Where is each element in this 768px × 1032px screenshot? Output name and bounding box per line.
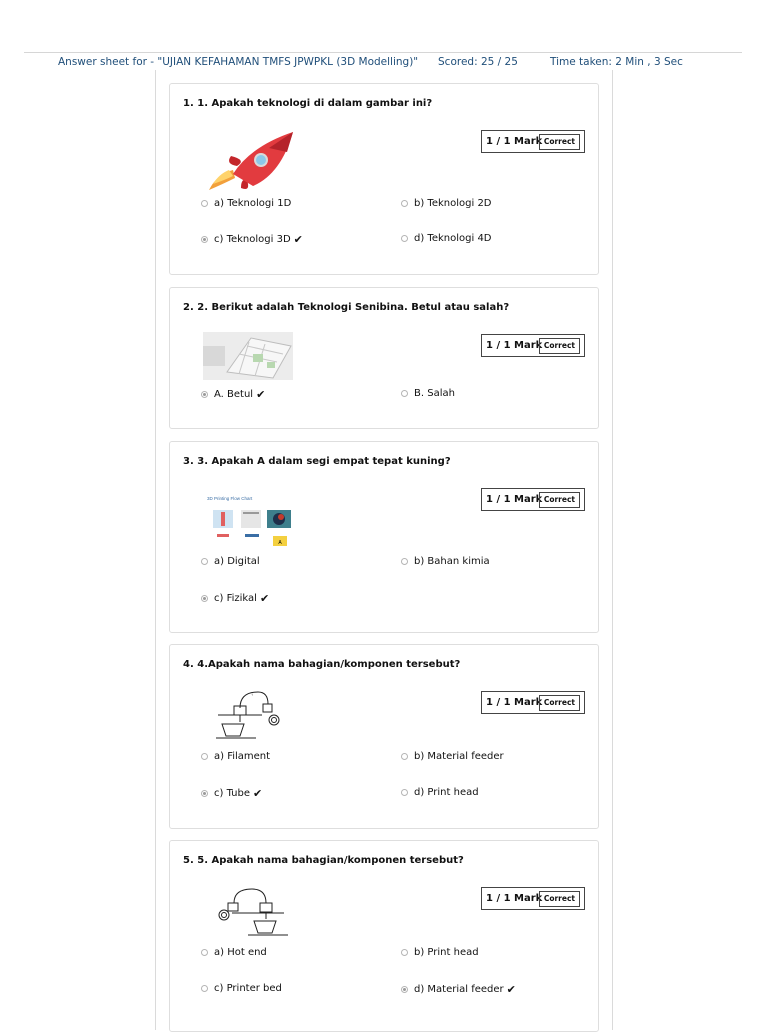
option-d[interactable]: [401, 233, 492, 244]
question-title: 2. 2. Berikut adalah Teknologi Senibina. Betul atau salah?: [183, 302, 510, 313]
correct-badge: Correct: [539, 134, 580, 150]
flow-chart-box-a: A: [278, 540, 282, 546]
option-d[interactable]: [401, 787, 479, 798]
answer-sheet-header: [0, 56, 768, 70]
option-a[interactable]: [201, 388, 265, 401]
option-label: a) Filament: [214, 751, 271, 762]
correct-badge: Correct: [539, 695, 580, 711]
flow-chart-title: 3D Printing Flow Chart: [207, 496, 253, 501]
sheet-title: Answer sheet for - "UJIAN KEFAHAMAN TMFS JPWPKL (3D Modelling)": [58, 56, 419, 68]
question-card-2: [169, 287, 599, 429]
radio-icon[interactable]: [401, 949, 408, 956]
question-title: 3. 3. Apakah A dalam segi empat tepat kuning?: [183, 456, 451, 467]
option-label: a) Digital: [214, 556, 260, 567]
radio-icon[interactable]: [201, 200, 208, 207]
radio-selected-icon[interactable]: [201, 236, 208, 243]
question-title: 4. 4.Apakah nama bahagian/komponen tersebut?: [183, 659, 461, 670]
checkmark-icon: ✔: [506, 983, 516, 996]
radio-icon[interactable]: [401, 235, 408, 242]
option-label: c) Printer bed: [214, 983, 282, 994]
radio-selected-icon[interactable]: [401, 986, 408, 993]
mark-box: [481, 130, 585, 153]
mark-box: [481, 334, 585, 357]
mark-box: [481, 488, 585, 511]
radio-icon[interactable]: [401, 390, 408, 397]
mark-score: 1 / 1 Mark: [486, 340, 543, 351]
correct-badge: Correct: [539, 891, 580, 907]
option-label: B. Salah: [414, 388, 455, 399]
radio-icon[interactable]: [201, 753, 208, 760]
question-title: 5. 5. Apakah nama bahagian/komponen tersebut?: [183, 855, 464, 866]
score-summary: Scored: 25 / 25: [438, 56, 518, 68]
radio-icon[interactable]: [401, 753, 408, 760]
radio-icon[interactable]: [401, 558, 408, 565]
option-label: d) Teknologi 4D: [414, 233, 492, 244]
option-c[interactable]: [201, 233, 303, 246]
option-a[interactable]: [201, 198, 291, 209]
option-label: c) Tube: [214, 788, 251, 799]
architecture-model-image: [203, 332, 293, 380]
option-label: b) Print head: [414, 947, 479, 958]
mark-box: [481, 691, 585, 714]
mark-score: 1 / 1 Mark: [486, 136, 543, 147]
question-card-3: [169, 441, 599, 633]
option-a[interactable]: [201, 556, 260, 567]
mark-score: 1 / 1 Mark: [486, 697, 543, 708]
radio-icon[interactable]: [401, 789, 408, 796]
time-taken: Time taken: 2 Min , 3 Sec: [550, 56, 683, 68]
rocket-image: [203, 130, 295, 192]
option-label: b) Bahan kimia: [414, 556, 490, 567]
mark-score: 1 / 1 Mark: [486, 893, 543, 904]
option-a[interactable]: [201, 751, 270, 762]
checkmark-icon: ✔: [253, 787, 263, 800]
option-c[interactable]: [201, 983, 282, 994]
option-c[interactable]: [201, 787, 262, 800]
option-b[interactable]: [401, 198, 492, 209]
option-label: a) Hot end: [214, 947, 267, 958]
option-label: b) Teknologi 2D: [414, 198, 492, 209]
radio-icon[interactable]: [201, 949, 208, 956]
radio-selected-icon[interactable]: [201, 790, 208, 797]
option-b[interactable]: [401, 556, 490, 567]
option-label: c) Fizikal: [214, 593, 257, 604]
option-d[interactable]: [401, 983, 516, 996]
radio-icon[interactable]: [201, 558, 208, 565]
option-a[interactable]: [201, 947, 267, 958]
option-label: A. Betul: [214, 389, 254, 400]
option-label: c) Teknologi 3D: [214, 234, 291, 245]
mark-box: [481, 887, 585, 910]
question-card-5: [169, 840, 599, 1032]
option-label: a) Teknologi 1D: [214, 198, 292, 209]
option-label: d) Material feeder: [414, 984, 504, 995]
flow-chart-image: [203, 492, 295, 548]
question-card-1: [169, 83, 599, 275]
radio-icon[interactable]: [201, 985, 208, 992]
correct-badge: Correct: [539, 492, 580, 508]
option-b[interactable]: [401, 947, 479, 958]
question-card-4: [169, 644, 599, 829]
correct-badge: Correct: [539, 338, 580, 354]
option-c[interactable]: [201, 592, 269, 605]
checkmark-icon: ✔: [259, 592, 270, 605]
option-label: b) Material feeder: [414, 751, 504, 762]
option-b[interactable]: [401, 751, 504, 762]
radio-selected-icon[interactable]: [201, 595, 208, 602]
radio-icon[interactable]: [401, 200, 408, 207]
printer-diagram-image: [214, 887, 294, 939]
svg-text:↑: ↑: [251, 692, 253, 697]
mark-score: 1 / 1 Mark: [486, 494, 543, 505]
radio-selected-icon[interactable]: [201, 391, 208, 398]
option-label: d) Print head: [414, 787, 479, 798]
checkmark-icon: ✔: [293, 233, 303, 246]
question-title: 1. 1. Apakah teknologi di dalam gambar ini?: [183, 98, 433, 109]
header-divider: [24, 52, 742, 53]
checkmark-icon: ✔: [256, 388, 266, 401]
option-b[interactable]: [401, 388, 455, 399]
printer-diagram-image: [214, 690, 294, 742]
